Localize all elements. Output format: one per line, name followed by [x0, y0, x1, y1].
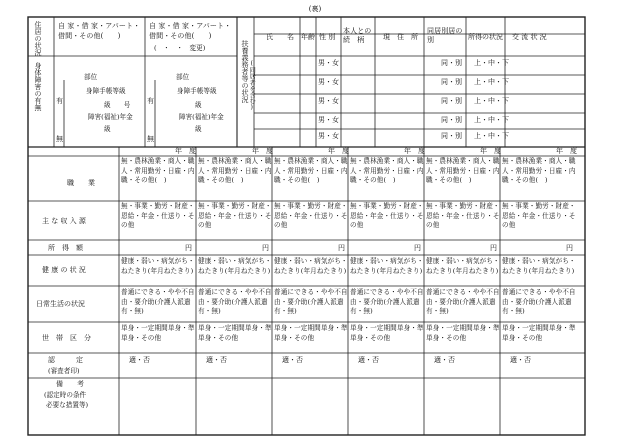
- dependent-cohabitation: 同・別: [441, 116, 462, 124]
- daily-life-cell: 普通にできる・やや不自由・要介助(介護人派遣 有・無): [121, 288, 195, 316]
- residence-options-before: 自 家・借 家・アパート・借間・その他( ): [58, 22, 141, 40]
- grade-after: 級: [195, 101, 202, 109]
- income-amount-yen: 円: [338, 244, 345, 252]
- daily-life-cell: 普通にできる・やや不自由・要介助(介護人派遣 有・無): [198, 288, 272, 316]
- dependent-sex: 男・女: [318, 132, 339, 140]
- disability-label: 身体障害の有無: [34, 62, 42, 111]
- handbook-grade-after: 身障手帳等級: [177, 87, 217, 95]
- occupation-cell: 無・農林漁業・商人・職人・常用勤労・日雇・内職・その他( ): [350, 157, 424, 185]
- household-cell: 単身・一定期間単身・準単身・その他: [274, 324, 348, 342]
- page-header: (裏): [308, 5, 322, 13]
- household-label: 世 帯 区 分: [42, 334, 91, 342]
- residence-options-after: 自 家・借 家・アパート・借間・その他( ): [149, 22, 232, 40]
- year-header: 年 度: [175, 147, 196, 155]
- income-source-cell: 無・事業・勤労・財産・恩給・年金・仕送り・その他: [426, 202, 500, 230]
- col-interaction: 交 流 状 況: [512, 33, 547, 41]
- disability-yes-before: 有: [56, 97, 63, 105]
- dependents-note: (同居者を含む): [248, 60, 256, 112]
- income-amount-yen: 円: [490, 244, 497, 252]
- income-source-cell: 無・事業・勤労・財産・恩給・年金・仕送り・その他: [350, 202, 424, 230]
- col-relation: 本人との続 柄: [343, 27, 372, 44]
- health-cell: 健康・弱い・病気がち・ねたきり(年月ねたきり): [502, 257, 576, 275]
- occupation-label: 職 業: [67, 179, 95, 187]
- disability-no-after: 無: [147, 135, 154, 143]
- approval-cell: 適・否: [282, 356, 303, 364]
- household-cell: 単身・一定期間単身・準単身・その他: [426, 324, 500, 342]
- approval-cell: 適・否: [434, 356, 455, 364]
- income-amount-yen: 円: [185, 244, 192, 252]
- income-amount-yen: 円: [414, 244, 421, 252]
- approval-cell: 適・否: [358, 356, 379, 364]
- pension-after: 障害(福祉)年金: [179, 113, 224, 121]
- col-sex: 性 別: [319, 33, 336, 41]
- approval-label: 認 定: [48, 356, 83, 364]
- income-source-cell: 無・事業・勤労・財産・恩給・年金・仕送り・その他: [502, 202, 576, 230]
- part-label-after: 部位: [176, 73, 190, 81]
- daily-life-cell: 普通にできる・やや不自由・要介助(介護人派遣 有・無): [426, 288, 500, 316]
- dependent-income: 上・中・下: [474, 116, 509, 124]
- health-cell: 健康・弱い・病気がち・ねたきり(年月ねたきり): [350, 257, 424, 275]
- income-source-cell: 無・事業・勤労・財産・恩給・年金・仕送り・その他: [198, 202, 272, 230]
- income-source-cell: 無・事業・勤労・財産・恩給・年金・仕送り・その他: [121, 202, 195, 230]
- occupation-cell: 無・農林漁業・商人・職人・常用勤労・日雇・内職・その他( ): [426, 157, 500, 185]
- dependent-cohabitation: 同・別: [441, 132, 462, 140]
- approval-sub-label: (審査者印): [48, 367, 80, 375]
- dependents-label: 扶養義務者等の状況: [241, 40, 249, 103]
- disability-no-before: 無: [56, 135, 63, 143]
- health-cell: 健康・弱い・病気がち・ねたきり(年月ねたきり): [426, 257, 500, 275]
- pension-before: 障害(福祉)年金: [88, 113, 133, 121]
- year-header: 年 度: [252, 147, 273, 155]
- dependent-cohabitation: 同・別: [441, 78, 462, 86]
- approval-cell: 適・否: [510, 356, 531, 364]
- dependent-sex: 男・女: [318, 78, 339, 86]
- pension-grade-before: 級: [104, 125, 111, 133]
- income-source-label: 主 な 収 入 源: [42, 217, 86, 225]
- dependent-income: 上・中・下: [474, 97, 509, 105]
- daily-life-cell: 普通にできる・やや不自由・要介助(介護人派遣 有・無): [350, 288, 424, 316]
- col-cohabitation: 同居別居の別: [427, 27, 463, 44]
- disability-yes-after: 有: [147, 97, 154, 105]
- col-name: 氏 名: [266, 33, 294, 41]
- occupation-cell: 無・農林漁業・商人・職人・常用勤労・日雇・内職・その他( ): [198, 157, 272, 185]
- residence-change-note: ( ・ ・ 変更): [154, 44, 206, 52]
- occupation-cell: 無・農林漁業・商人・職人・常用勤労・日雇・内職・その他( ): [502, 157, 576, 185]
- handbook-grade-before: 身障手帳等級: [86, 87, 126, 95]
- approval-cell: 適・否: [129, 356, 150, 364]
- household-cell: 単身・一定期間単身・準単身・その他: [502, 324, 576, 342]
- income-amount-label: 所 得 額: [48, 244, 83, 252]
- income-amount-yen: 円: [262, 244, 269, 252]
- col-income: 所得の状況: [468, 33, 503, 41]
- col-age: 年齢: [301, 33, 315, 41]
- dependent-income: 上・中・下: [474, 59, 509, 67]
- dependent-income: 上・中・下: [474, 132, 509, 140]
- household-cell: 単身・一定期間単身・準単身・その他: [121, 324, 195, 342]
- household-cell: 単身・一定期間単身・準単身・その他: [350, 324, 424, 342]
- dependent-sex: 男・女: [318, 116, 339, 124]
- dependent-cohabitation: 同・別: [441, 59, 462, 67]
- daily-life-label: 日常生活の状況: [36, 300, 85, 308]
- income-source-cell: 無・事業・勤労・財産・恩給・年金・仕送り・その他: [274, 202, 348, 230]
- health-label: 健 康 の 状 況: [42, 266, 86, 274]
- income-amount-yen: 円: [566, 244, 573, 252]
- daily-life-cell: 普通にできる・やや不自由・要介助(介護人派遣 有・無): [502, 288, 576, 316]
- health-cell: 健康・弱い・病気がち・ねたきり(年月ねたきり): [274, 257, 348, 275]
- occupation-cell: 無・農林漁業・商人・職人・常用勤労・日雇・内職・その他( ): [121, 157, 195, 185]
- col-address: 現 住 所: [383, 33, 418, 41]
- pension-grade-after: 級: [195, 125, 202, 133]
- grade-before: 級 号: [104, 101, 131, 109]
- remarks-sub-label-2: 必要な措置等): [46, 401, 89, 409]
- daily-life-cell: 普通にできる・やや不自由・要介助(介護人派遣 有・無): [274, 288, 348, 316]
- residence-label: 住居の状況: [34, 21, 42, 56]
- dependent-sex: 男・女: [318, 59, 339, 67]
- health-cell: 健康・弱い・病気がち・ねたきり(年月ねたきり): [198, 257, 272, 275]
- approval-cell: 適・否: [206, 356, 227, 364]
- dependent-income: 上・中・下: [474, 78, 509, 86]
- household-cell: 単身・一定期間単身・準単身・その他: [198, 324, 272, 342]
- occupation-cell: 無・農林漁業・商人・職人・常用勤労・日雇・内職・その他( ): [274, 157, 348, 185]
- remarks-sub-label-1: (認定時の条件: [44, 391, 87, 399]
- dependent-sex: 男・女: [318, 97, 339, 105]
- year-header: 年 度: [556, 147, 577, 155]
- year-header: 年 度: [480, 147, 501, 155]
- year-header: 年 度: [404, 147, 425, 155]
- health-cell: 健康・弱い・病気がち・ねたきり(年月ねたきり): [121, 257, 195, 275]
- dependent-cohabitation: 同・別: [441, 97, 462, 105]
- year-header: 年 度: [328, 147, 349, 155]
- part-label-before: 部位: [84, 73, 98, 81]
- remarks-label: 備 考: [56, 380, 84, 388]
